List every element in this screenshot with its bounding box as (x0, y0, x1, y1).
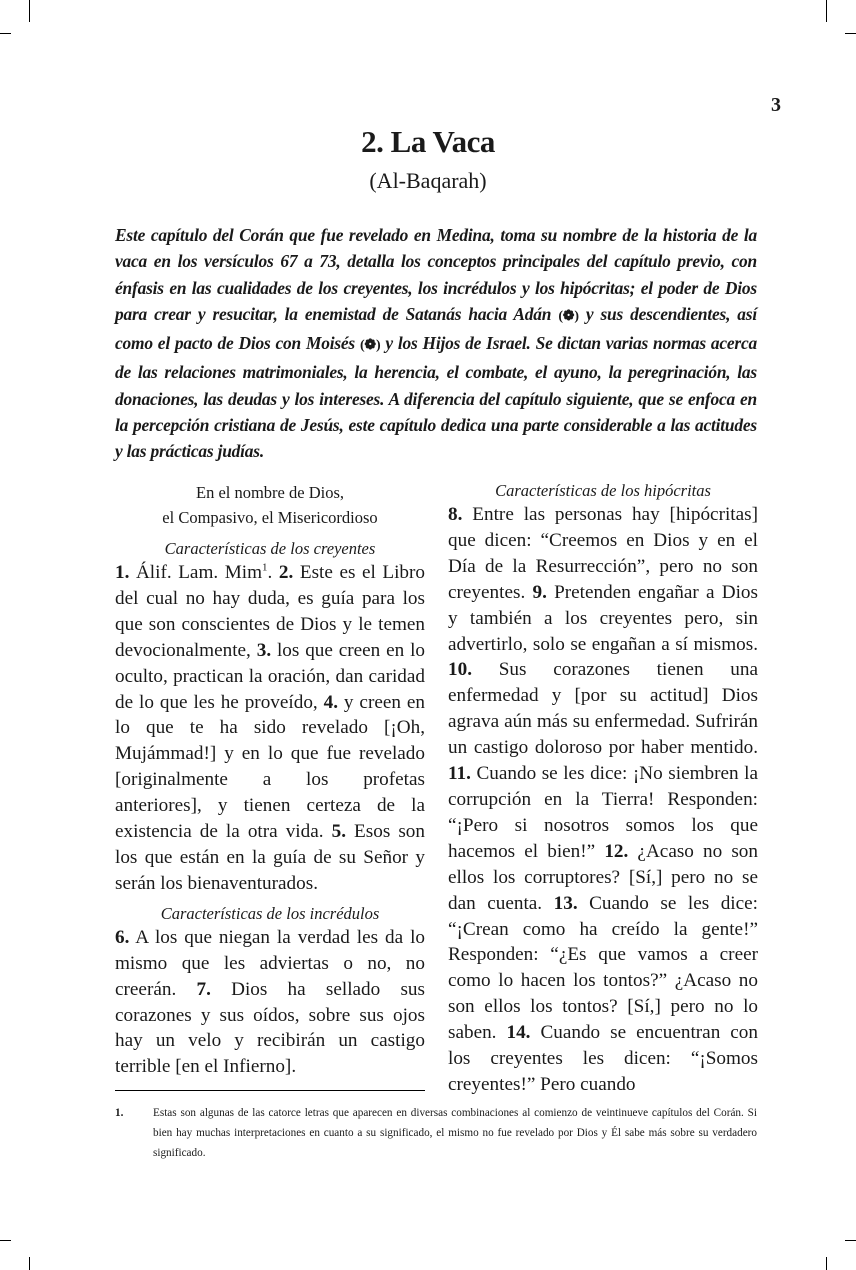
verse-number: 9. (532, 581, 547, 603)
verse-text: Cuando se encuentran con los creyentes les dicen: “¡Somos creyentes!” Pero cuando (448, 1022, 758, 1095)
verse-number: 5. (331, 821, 346, 843)
chapter-introduction (115, 222, 757, 465)
page-number: 3 (771, 94, 781, 116)
verses-8-14 (448, 502, 758, 1098)
peace-be-upon-him-icon: (❁) (558, 308, 579, 324)
verse-number: 12. (604, 840, 629, 862)
verse-text: Dios ha sellado sus corazones y sus oídos, sobre sus ojos hay un velo y recibirán un castigo terrible [en el Infierno]. (115, 978, 425, 1078)
basmala (115, 480, 425, 530)
verse-number: 8. (448, 504, 463, 525)
basmala-line-1: En el nombre de Dios, (195, 483, 344, 502)
verse-text: Álif. Lam. Mim (129, 562, 263, 583)
crop-mark-top-left-vertical (29, 0, 30, 22)
verse-text: Cuando se les dice: ¡No siembren la corrupción en la Tierra! Responden: “¡Pero si nosotros somos los que hacemos el bien!” (448, 763, 758, 862)
footnote-text: Estas son algunas de las catorce letras que aparecen en diversas combinaciones al comienzo de veintinueve capítulos del Corán. Si bien hay muchas interpretaciones en cuanto a su significado, el mismo no fue revelado por Dios y Él sabe más sobre su verdadero significado. (153, 1107, 757, 1159)
crop-mark-top-right-vertical (826, 0, 827, 22)
verse-text: Cuando se les dice: “¡Crean como ha creído la gente!” Responden: “¿Es que vamos a creer como lo hacen los tontos?” ¿Acaso no son ellos los tontos? [Sí,] pero no lo saben. (448, 892, 758, 1044)
verse-number: 11. (448, 763, 471, 785)
verse-text: Este es el Libro del cual no hay duda, es guía para los que son conscientes de Dios y le temen devocionalmente, (115, 562, 426, 661)
section-heading-disbelievers: Características de los incrédulos (160, 903, 380, 923)
verse-text: Esos son los que están en la guía de su Señor y serán los bienaventurados. (115, 821, 425, 894)
verse-punctuation: . (267, 562, 279, 583)
verses-1-5 (115, 560, 425, 897)
footnote (115, 1103, 757, 1163)
crop-mark-top-left-horizontal (0, 33, 11, 34)
footnote-divider (115, 1090, 425, 1091)
section-heading-believers: Características de los creyentes (164, 539, 376, 558)
crop-mark-bottom-left-vertical (29, 1257, 30, 1270)
verse-text: Sus corazones tienen una enfermedad y [por su actitud] Dios agrava aún más su enfermedad. Sufrirán un castigo doloroso por haber mentido. (448, 659, 758, 759)
intro-text-part2: y sus descendientes, así como el pacto de Dios con Moisés (115, 303, 757, 354)
chapter-title: 2. La Vaca (361, 124, 495, 159)
intro-text-part1: Este capítulo del Corán que fue revelado en Medina, toma su nombre de la historia de la vaca en los versículos 67 a 73, detalla los conceptos principales del capítulo previo, con énfasis en las cualidades de los creyentes, los incrédulos y los hipócritas; el poder de Dios para crear y resucitar, la enemistad de Satanás hacia Adán (115, 225, 757, 324)
crop-mark-bottom-left-horizontal (0, 1240, 11, 1241)
verse-text: Entre las personas hay [hipócritas] que dicen: “Creemos en Dios y en el Día de la Resurrección”, pero no son creyentes. (448, 504, 758, 603)
verse-number: 10. (448, 659, 472, 681)
verse-number: 3. (256, 639, 272, 661)
crop-mark-top-right-horizontal (845, 33, 856, 34)
left-column (115, 480, 425, 1080)
verse-number: 14. (506, 1022, 531, 1044)
right-column (448, 480, 758, 1098)
footnote-number: 1. (115, 1107, 124, 1119)
verse-number: 7. (196, 978, 211, 1000)
intro-text-part3: y los Hijos de Israel. Se dictan varias normas acerca de las relaciones matrimoniales, la herencia, el combate, el ayuno, la peregrinación, las donaciones, las deudas y los intereses. A diferencia del capítulo siguiente, que se enfoca en la percepción cristiana de Jesús, este capítulo dedica una parte considerable a las actitudes y las prácticas judías. (115, 333, 757, 462)
verse-number: 2. (278, 562, 294, 583)
verse-number: 1. (115, 562, 130, 583)
basmala-line-2: el Compasivo, el Misericordioso (162, 508, 378, 527)
verse-number: 13. (553, 892, 578, 914)
verses-6-7 (115, 925, 425, 1080)
verse-text: y creen en lo que te ha sido revelado [¡Oh, Mujámmad!] y en lo que fue revelado [originalmente a los profetas anteriores], y tienen certeza de la existencia de la otra vida. (115, 691, 425, 843)
verse-number: 4. (323, 691, 339, 713)
chapter-subtitle: (Al-Baqarah) (369, 168, 487, 193)
footnote-ref[interactable]: 1 (262, 561, 268, 574)
verse-text: ¿Acaso no son ellos los corruptores? [Sí,] pero no se dan cuenta. (448, 840, 758, 914)
verse-text: A los que niegan la verdad les da lo mismo que les adviertas o no, no creerán. (115, 926, 425, 1000)
verse-text: los que creen en lo oculto, practican la oración, dan caridad de lo que les he proveído, (115, 639, 426, 713)
verse-text: Pretenden engañar a Dios y también a los creyentes pero, sin advertirlo, solo se engañan a sí mismos. (448, 581, 758, 655)
verse-number: 6. (115, 926, 130, 948)
crop-mark-bottom-right-vertical (826, 1257, 827, 1270)
peace-be-upon-him-icon: (❁) (359, 338, 381, 354)
crop-mark-bottom-right-horizontal (845, 1240, 856, 1241)
section-heading-hypocrites: Características de los hipócritas (495, 481, 711, 500)
